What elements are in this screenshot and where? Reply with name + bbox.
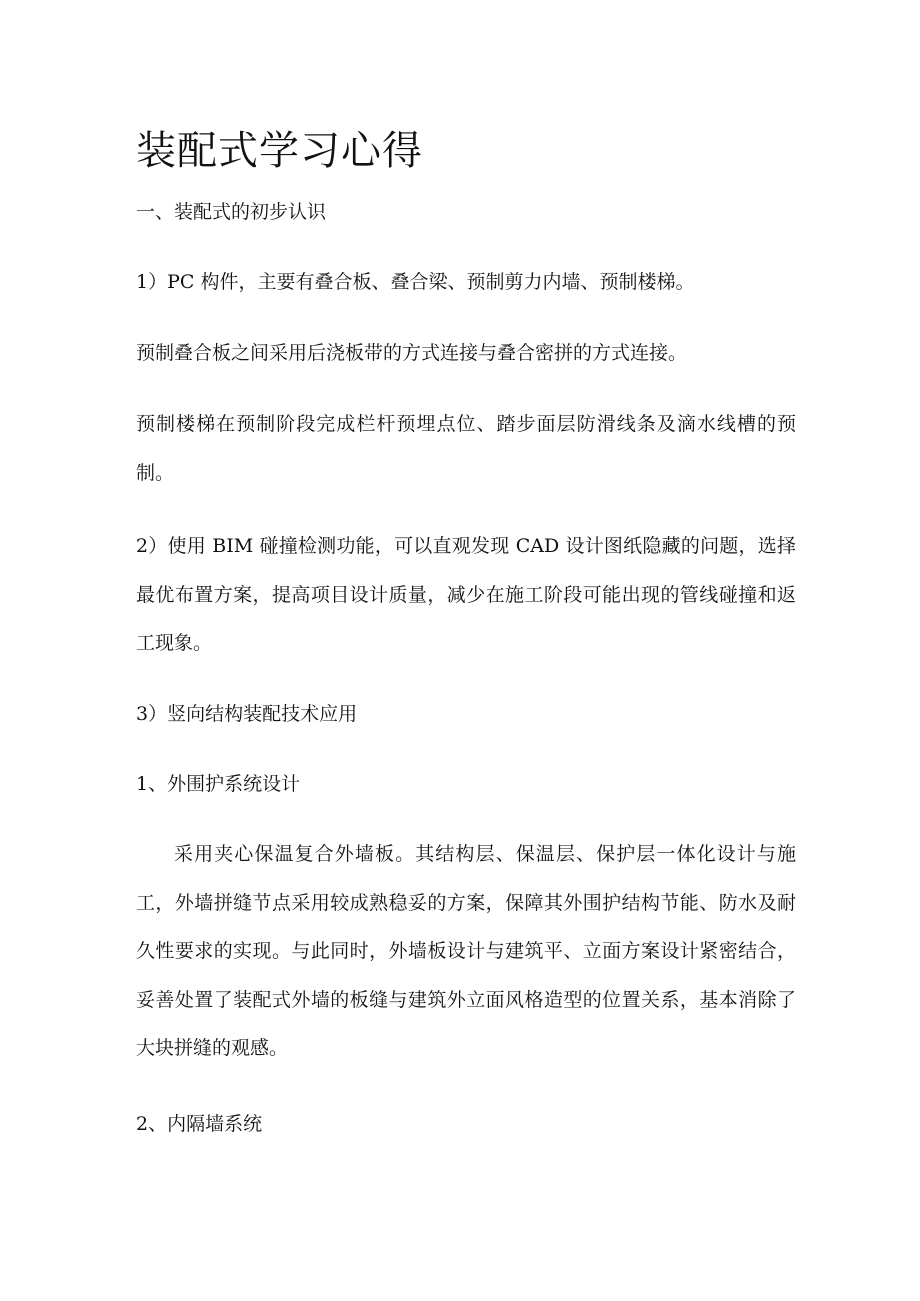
item-bim-clash-detection: 2）使用 BIM 碰撞检测功能，可以直观发现 CAD 设计图纸隐藏的问题，选择最优布置方案，提高项目设计质量，减少在施工阶段可能出现的管线碰撞和返工现象。 [136, 535, 796, 654]
paragraph-precast-stairs: 预制楼梯在预制阶段完成栏杆预埋点位、踏步面层防滑线条及滴水线槽的预制。 [136, 413, 796, 484]
item-vertical-structure: 3）竖向结构装配技术应用 [136, 703, 358, 725]
paragraph-envelope-design: 采用夹心保温复合外墙板。其结构层、保温层、保护层一体化设计与施工，外墙拼缝节点采用较成熟稳妥的方案，保障其外围护结构节能、防水及耐久性要求的实现。与此同时，外墙板设计与建筑平、立面方案设计紧密结合，妥善处置了装配式外墙的板缝与建筑外立面风格造型的位置关系，基本消除了大块拼缝的观感。 [136, 843, 796, 1059]
item-pc-components: 1）PC 构件，主要有叠合板、叠合梁、预制剪力内墙、预制楼梯。 [136, 271, 695, 293]
subsection-heading-partition: 2、内隔墙系统 [136, 1113, 263, 1135]
paragraph-composite-slab: 预制叠合板之间采用后浇板带的方式连接与叠合密拼的方式连接。 [136, 342, 688, 364]
section-heading-initial-understanding: 一、装配式的初步认识 [136, 201, 327, 223]
page-title: 装配式学习心得 [136, 128, 423, 174]
subsection-heading-envelope: 1、外围护系统设计 [136, 773, 301, 795]
